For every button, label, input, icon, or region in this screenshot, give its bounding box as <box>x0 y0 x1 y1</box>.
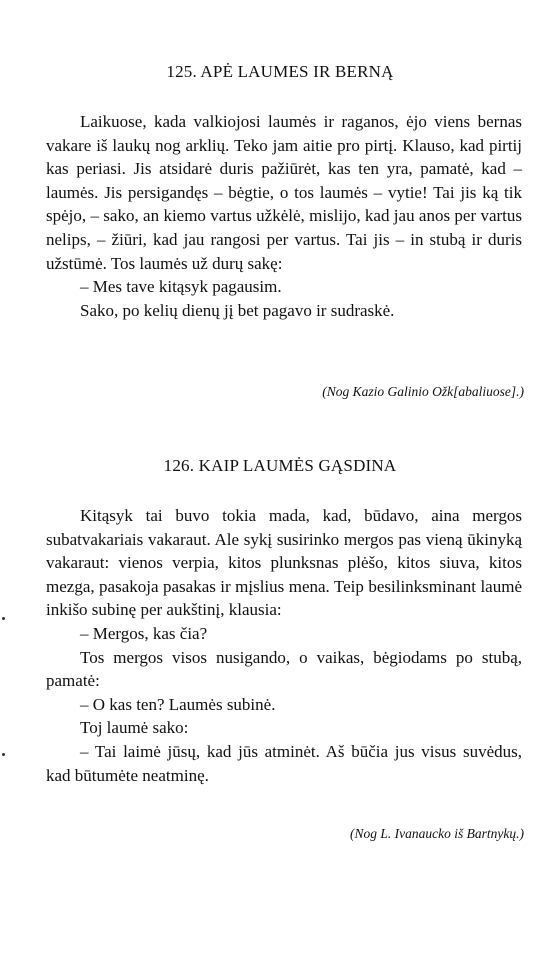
paragraph: – Mergos, kas čia? <box>80 623 208 643</box>
paragraph: – Mes tave kitąsyk pagausim. <box>80 277 282 297</box>
paragraph: – Tai laimė jūsų, kad jūs atminėt. Aš būčia jus visus suvėdus, kad būtumėte neatminę. <box>46 741 522 785</box>
margin-mark <box>2 753 5 756</box>
paragraph: Sako, po kelių dienų jį bet pagavo ir sudraskė. <box>80 300 395 320</box>
story-body-126 <box>46 504 522 787</box>
source-note-126: (Nog L. Ivanaucko iš Bartnykų.) <box>350 826 524 841</box>
story-body-125 <box>46 110 522 322</box>
story-title-126: 126. KAIP LAUMĖS GĄSDINA <box>163 456 397 475</box>
paragraph: Toj laumė sako: <box>80 718 189 738</box>
paragraph: – O kas ten? Laumės subinė. <box>80 694 276 714</box>
paragraph: Kitąsyk tai buvo tokia mada, kad, būdavo, aina mergos subatvakariais vakaraut. Ale sykį susirinko mergos pas vieną ūkinyką vakaraut: vienos verpia, kitos plunksnas plėšo, kitos siuva, kitos mezga, pasakoja pasakas ir mįslius mena. Teip besilinksminant laumė inkišo subinę per aukštinį, klausia: <box>46 506 522 620</box>
story-title-125: 125. APĖ LAUMES IR BERNĄ <box>166 62 394 81</box>
paragraph: Laikuose, kada valkiojosi laumės ir raganos, ėjo viens bernas vakare iš laukų nog arklių. Teko jam aitie pro pirtį. Klauso, kad pirtij kas periasi. Jis atsidarė duris pažiūrėt, kas ten yra, pamatė, kad – laumės. Jis persigandęs – bėgtie, o tos laumės – vytie! Tai jis ką tik spėjo, – sako, an kiemo vartus užkėlė, mislijo, kad jau anos per vartus nelips, – žiūri, kad jau rangosi per vartus. Tai jis – in stubą ir duris užstūmė. Tos laumės už durų sakę: <box>46 112 522 273</box>
source-note-125: (Nog Kazio Galinio Ožk[abaliuose].) <box>322 384 524 399</box>
paragraph: Tos mergos visos nusigando, o vaikas, bėgiodams po stubą, pamatė: <box>46 647 522 691</box>
margin-mark <box>2 617 5 620</box>
